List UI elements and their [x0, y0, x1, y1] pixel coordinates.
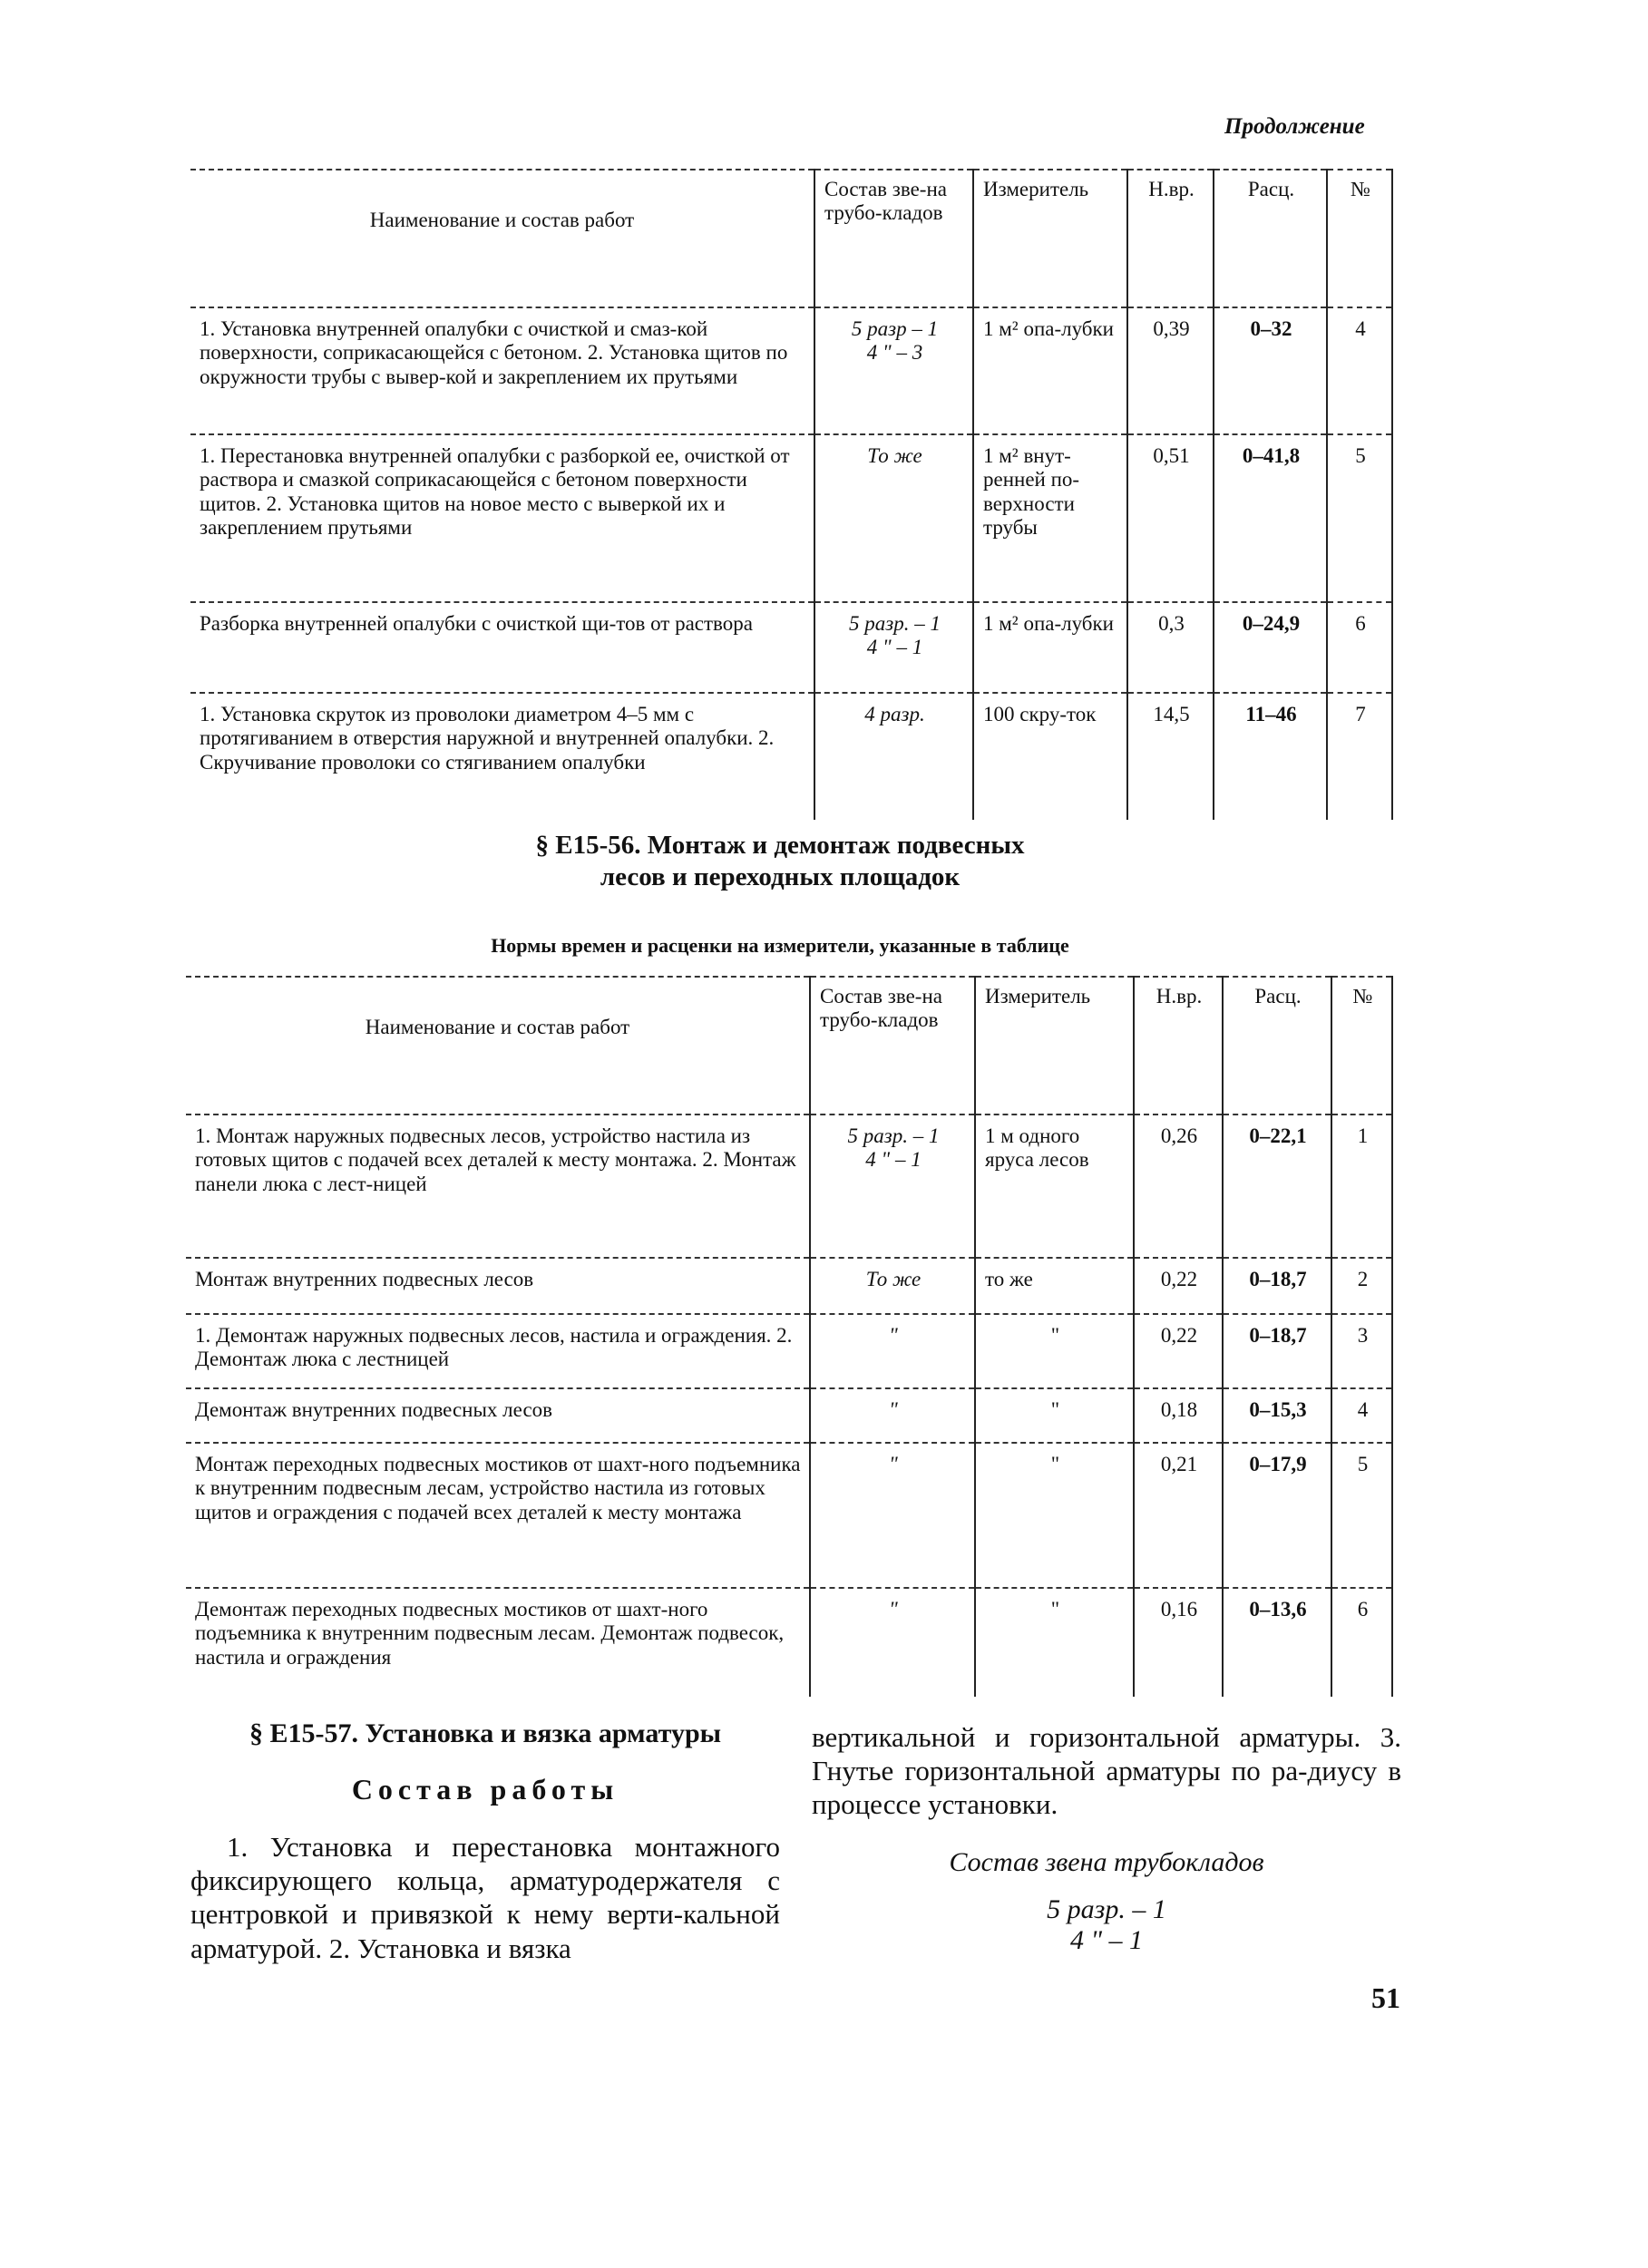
- crew-line: То же: [865, 1268, 922, 1290]
- continued-label: Продолжение: [1224, 114, 1365, 139]
- col-norm: Н.вр.: [1127, 170, 1214, 307]
- rate: 0–17,9: [1223, 1443, 1331, 1588]
- time-norm: 14,5: [1127, 693, 1214, 820]
- row-number: 5: [1327, 434, 1392, 602]
- crew: [810, 1115, 975, 1258]
- rate: 0–18,7: [1223, 1314, 1331, 1388]
- work-name: Демонтаж внутренних подвесных лесов: [186, 1388, 810, 1443]
- row-number: 6: [1331, 1588, 1392, 1697]
- crew: [814, 307, 973, 434]
- crew-line: 4 " – 1: [866, 636, 923, 659]
- crew-line: 4 " – 3: [866, 341, 923, 365]
- crew-line: 5 разр. – 1: [847, 1124, 940, 1147]
- work-name: Разборка внутренней опалубки с очисткой щи-тов от раствора: [190, 602, 814, 693]
- crew: [810, 1443, 975, 1588]
- row-number: 3: [1331, 1314, 1392, 1388]
- time-norm: 0,3: [1127, 602, 1214, 693]
- crew-line: 4 разр.: [864, 703, 925, 725]
- norms-table-1: [190, 169, 1393, 820]
- rate: 0–41,8: [1214, 434, 1327, 602]
- page-number: 51: [1371, 1981, 1400, 2014]
- crew-line: ": [889, 1598, 898, 1621]
- col-name: Наименование и состав работ: [186, 977, 810, 1115]
- table-row: [190, 693, 1392, 820]
- crew-line: 4 " – 1: [1069, 1924, 1144, 1955]
- col-name: Наименование и состав работ: [190, 170, 814, 307]
- time-norm: 0,21: [1134, 1443, 1223, 1588]
- crew: [810, 1388, 975, 1443]
- crew: [810, 1314, 975, 1388]
- rate: 0–24,9: [1214, 602, 1327, 693]
- norms-table-2: [186, 976, 1393, 1697]
- time-norm: 0,18: [1134, 1388, 1223, 1443]
- table-row: [186, 1388, 1392, 1443]
- row-number: 5: [1331, 1443, 1392, 1588]
- crew-line: 5 разр – 1: [851, 317, 939, 340]
- time-norm: 0,22: [1134, 1314, 1223, 1388]
- rate: 11–46: [1214, 693, 1327, 820]
- table-header: [186, 977, 1392, 1115]
- section-56-subtitle: Нормы времен и расценки на измерители, указанные в таблице: [491, 934, 1069, 957]
- row-number: 6: [1327, 602, 1392, 693]
- crew: [814, 602, 973, 693]
- section-57-left-column: [190, 1718, 780, 1965]
- rate: 0–15,3: [1223, 1388, 1331, 1443]
- unit: 1 м² внут-ренней по-верхности трубы: [973, 434, 1127, 602]
- rate: 0–32: [1214, 307, 1327, 434]
- unit: то же: [975, 1258, 1134, 1314]
- crew: [814, 693, 973, 820]
- col-idx: №: [1327, 170, 1392, 307]
- table-header: [190, 170, 1392, 307]
- section-56-title: [372, 830, 1188, 893]
- crew-line: ": [889, 1453, 898, 1475]
- col-unit: Измеритель: [973, 170, 1127, 307]
- work-name: 1. Установка внутренней опалубки с очисткой и смаз-кой поверхности, соприкасающейся с бетоном. 2. Установка щитов по окружности трубы с вывер-кой и закреплением их прутьями: [190, 307, 814, 434]
- unit: 1 м² опа-лубки: [973, 307, 1127, 434]
- crew: [810, 1258, 975, 1314]
- col-rate: Расц.: [1214, 170, 1327, 307]
- table-row: [190, 307, 1392, 434]
- col-rate: Расц.: [1223, 977, 1331, 1115]
- table-row: [186, 1115, 1392, 1258]
- unit: ": [975, 1443, 1134, 1588]
- section-56-title-line2: лесов и переходных площадок: [600, 861, 961, 891]
- col-norm: Н.вр.: [1134, 977, 1223, 1115]
- crew-line: ": [889, 1324, 898, 1347]
- col-crew: Состав зве-на трубо-кладов: [814, 170, 973, 307]
- composition-heading: Состав работы: [351, 1773, 619, 1806]
- rate: 0–13,6: [1223, 1588, 1331, 1697]
- unit: 1 м² опа-лубки: [973, 602, 1127, 693]
- row-number: 4: [1331, 1388, 1392, 1443]
- time-norm: 0,51: [1127, 434, 1214, 602]
- col-idx: №: [1331, 977, 1392, 1115]
- col-unit: Измеритель: [975, 977, 1134, 1115]
- rate: 0–18,7: [1223, 1258, 1331, 1314]
- crew-heading: Состав звена трубокладов: [949, 1846, 1264, 1877]
- crew-line: ": [889, 1398, 898, 1421]
- crew-line: 5 разр. – 1: [1047, 1893, 1166, 1924]
- work-name: 1. Демонтаж наружных подвесных лесов, настила и ограждения. 2. Демонтаж люка с лестницей: [186, 1314, 810, 1388]
- crew: [810, 1588, 975, 1697]
- section-57-right-text: вертикальной и горизонтальной арматуры. 3. Гнутье горизонтальной арматуры по ра-диусу в процессе установки.: [812, 1721, 1401, 1821]
- time-norm: 0,26: [1134, 1115, 1223, 1258]
- crew-line: То же: [867, 444, 922, 467]
- unit: ": [975, 1388, 1134, 1443]
- work-name: 1. Монтаж наружных подвесных лесов, устройство настила из готовых щитов с подачей всех деталей к месту монтажа. 2. Монтаж панели люка с лест-ницей: [186, 1115, 810, 1258]
- col-crew: Состав зве-на трубо-кладов: [810, 977, 975, 1115]
- section-57-title: § Е15-57. Установка и вязка арматуры: [249, 1718, 722, 1748]
- work-name: Монтаж внутренних подвесных лесов: [186, 1258, 810, 1314]
- row-number: 4: [1327, 307, 1392, 434]
- table-row: [186, 1314, 1392, 1388]
- time-norm: 0,39: [1127, 307, 1214, 434]
- table-row: [190, 434, 1392, 602]
- unit: ": [975, 1588, 1134, 1697]
- row-number: 2: [1331, 1258, 1392, 1314]
- unit: ": [975, 1314, 1134, 1388]
- crew-line: 5 разр. – 1: [849, 612, 941, 635]
- unit: 1 м одного яруса лесов: [975, 1115, 1134, 1258]
- crew-line: 4 " – 1: [865, 1148, 922, 1172]
- crew: [814, 434, 973, 602]
- table-row: [186, 1258, 1392, 1314]
- table-row: [190, 602, 1392, 693]
- time-norm: 0,22: [1134, 1258, 1223, 1314]
- section-56-title-line1: § Е15-56. Монтаж и демонтаж подвесных: [535, 831, 1025, 860]
- section-57-left-text: 1. Установка и перестановка монтажного фиксирующего кольца, арматуродержателя с центровкой и привязкой к нему верти-кальной арматурой. 2. Установка и вязка: [190, 1831, 780, 1964]
- section-57-right-column: [812, 1720, 1401, 1956]
- table-row: [186, 1588, 1392, 1697]
- work-name: Монтаж переходных подвесных мостиков от шахт-ного подъемника к внутренним подвесным лесам, устройство настила из готовых щитов и ограждения с подачей всех деталей к месту монтажа: [186, 1443, 810, 1588]
- time-norm: 0,16: [1134, 1588, 1223, 1697]
- row-number: 7: [1327, 693, 1392, 820]
- work-name: 1. Перестановка внутренней опалубки с разборкой ее, очисткой от раствора и смазкой соприкасающейся с бетоном поверхности щитов. 2. Установка щитов на новое место с выверкой их и закреплением прутьями: [190, 434, 814, 602]
- work-name: Демонтаж переходных подвесных мостиков от шахт-ного подъемника к внутренним подвесным лесам. Демонтаж подвесок, настила и ограждения: [186, 1588, 810, 1697]
- work-name: 1. Установка скруток из проволоки диаметром 4–5 мм с протягиванием в отверстия наружной и внутренней опалубки. 2. Скручивание проволоки со стягиванием опалубки: [190, 693, 814, 820]
- unit: 100 скру-ток: [973, 693, 1127, 820]
- table-row: [186, 1443, 1392, 1588]
- row-number: 1: [1331, 1115, 1392, 1258]
- rate: 0–22,1: [1223, 1115, 1331, 1258]
